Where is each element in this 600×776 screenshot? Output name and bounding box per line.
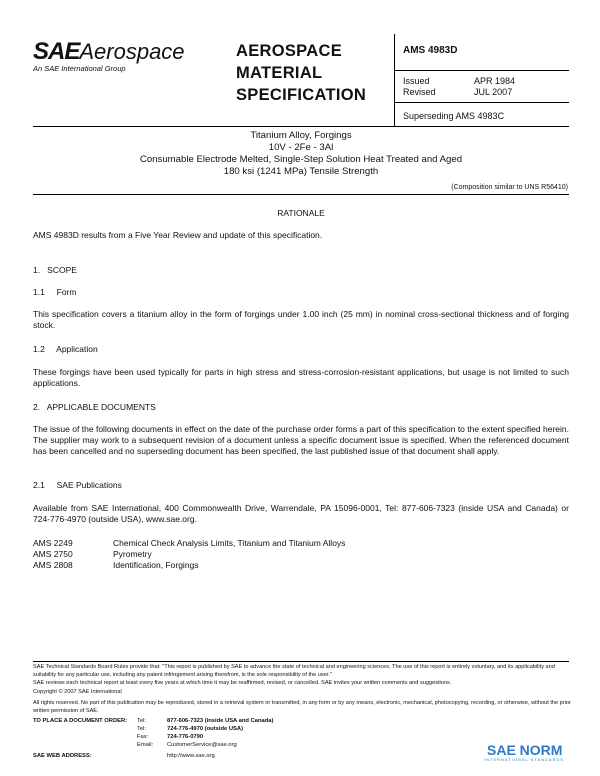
tel-outside: 724-776-4970 (outside USA) bbox=[167, 726, 244, 732]
revised-date: JUL 2007 bbox=[474, 87, 513, 97]
footer-copyright: Copyright © 2007 SAE International bbox=[33, 689, 122, 695]
section-applicable-documents-heading: 2. APPLICABLE DOCUMENTS bbox=[33, 402, 156, 412]
order-label: TO PLACE A DOCUMENT ORDER: bbox=[33, 718, 128, 724]
list-item bbox=[33, 560, 569, 571]
list-item bbox=[33, 549, 569, 560]
footer-review-text: SAE reviews each technical report at least every five years at which time it may be reaffirmed, revised, or cancelled. SAE invites your written comments and suggestions. bbox=[33, 680, 452, 686]
order-contact-block bbox=[33, 717, 453, 749]
footer-divider bbox=[33, 661, 569, 662]
watermark-text: SAE NORM bbox=[487, 742, 563, 758]
section-applicable-documents-text: The issue of the following documents in effect on the date of the purchase order forms a part of this specification to the extent specified herein. The supplier may work to a subsequent revision of a document unless a specific document issue is specified. When the referenced document has been cancelled and no superseding document has been specified, the last published issue of that document shall apply. bbox=[33, 424, 569, 456]
title-line-1: AEROSPACE bbox=[236, 42, 342, 60]
watermark-subtext: INTERNATIONAL STANDARDS bbox=[484, 757, 565, 762]
document-type-title bbox=[236, 40, 396, 106]
rationale-heading: RATIONALE bbox=[277, 208, 325, 218]
contact-row bbox=[33, 733, 453, 741]
contact-row bbox=[33, 741, 453, 749]
title-line-3: SPECIFICATION bbox=[236, 86, 367, 104]
logo-aerospace: Aerospace bbox=[79, 39, 185, 64]
material-title bbox=[33, 130, 569, 178]
issued-date: APR 1984 bbox=[474, 76, 516, 86]
material-title-line-4: 180 ksi (1241 MPa) Tensile Strength bbox=[223, 166, 379, 177]
footer-rules-text: SAE Technical Standards Board Rules provide that: "This report is published by SAE to advance the state of technical and engineering sciences. The use of this report is entirely voluntary, and its applicability and suitability for any particular use, including any patent infringement arising therefrom, is the sole responsibility of the user." bbox=[33, 664, 555, 678]
header-divider-vertical bbox=[394, 34, 395, 126]
sae-aerospace-logo bbox=[33, 38, 223, 78]
sae-norm-watermark-logo bbox=[484, 742, 594, 772]
header-divider bbox=[33, 126, 569, 127]
contact-row bbox=[33, 717, 453, 725]
email-link[interactable]: CustomerService@sae.org bbox=[167, 742, 237, 748]
title-line-2: MATERIAL bbox=[236, 64, 323, 82]
list-item bbox=[33, 538, 569, 549]
composition-note: (Composition similar to UNS R56410) bbox=[451, 184, 568, 191]
logo-group-text: An SAE International Group bbox=[33, 64, 126, 73]
section-sae-publications-heading: 2.1 SAE Publications bbox=[33, 480, 122, 490]
header-divider bbox=[394, 70, 569, 71]
header-divider bbox=[394, 102, 569, 103]
title-divider bbox=[33, 194, 569, 195]
document-title: Chemical Check Analysis Limits, Titanium and Titanium Alloys bbox=[113, 538, 346, 548]
rationale-text: AMS 4983D results from a Five Year Review and update of this specification. bbox=[33, 230, 323, 240]
material-title-line-1: Titanium Alloy, Forgings bbox=[250, 130, 352, 141]
document-number: AMS 2750 bbox=[33, 549, 73, 559]
material-title-line-2: 10V - 2Fe - 3Al bbox=[268, 142, 334, 153]
tel-label: Tel: bbox=[137, 726, 147, 732]
fax-number: 724-776-0790 bbox=[167, 734, 204, 740]
tel-inside: 877-606-7323 (inside USA and Canada) bbox=[167, 718, 274, 724]
superseding-note: Superseding AMS 4983C bbox=[403, 111, 505, 121]
document-title: Pyrometry bbox=[113, 549, 152, 559]
section-application-text: These forgings have been used typically for parts in high stress and stress-corrosion-resistant applications, but usage is not limited to such applications. bbox=[33, 367, 569, 388]
web-address-row bbox=[33, 752, 215, 760]
document-number: AMS 4983D bbox=[403, 45, 458, 56]
web-link[interactable]: http://www.sae.org bbox=[167, 753, 215, 759]
section-application-heading: 1.2 Application bbox=[33, 344, 98, 354]
section-sae-publications-text: Available from SAE International, 400 Commonwealth Drive, Warrendale, PA 15096-0001, Tel: 877-606-7323 (inside USA and Canada) or 724-776-4970 (outside USA), www.sae.org. bbox=[33, 503, 569, 524]
web-label: SAE WEB ADDRESS: bbox=[33, 753, 92, 759]
tel-label: Tel: bbox=[137, 718, 147, 724]
footer-rights-text: All rights reserved. No part of this publication may be reproduced, stored in a retrieval system or transmitted, in any form or by any means, electronic, mechanical, photocopying, recording, or otherwise, without the prior written permission of SAE. bbox=[33, 700, 571, 714]
document-number: AMS 2249 bbox=[33, 538, 73, 548]
section-scope-heading: 1. SCOPE bbox=[33, 265, 77, 275]
document-number: AMS 2808 bbox=[33, 560, 73, 570]
section-form-text: This specification covers a titanium alloy in the form of forgings under 1.00 inch (25 mm) in nominal cross-sectional thickness and of forging stock. bbox=[33, 309, 569, 330]
fax-label: Fax: bbox=[137, 734, 149, 740]
material-title-line-3: Consumable Electrode Melted, Single-Step Solution Heat Treated and Aged bbox=[139, 154, 463, 165]
referenced-documents-list bbox=[33, 538, 569, 571]
revised-label: Revised bbox=[403, 87, 436, 97]
issued-label: Issued bbox=[403, 76, 430, 86]
logo-sae: SAE bbox=[33, 38, 80, 65]
section-form-heading: 1.1 Form bbox=[33, 287, 77, 297]
contact-row bbox=[33, 725, 453, 733]
email-label: Email: bbox=[137, 742, 154, 748]
document-title: Identification, Forgings bbox=[113, 560, 199, 570]
